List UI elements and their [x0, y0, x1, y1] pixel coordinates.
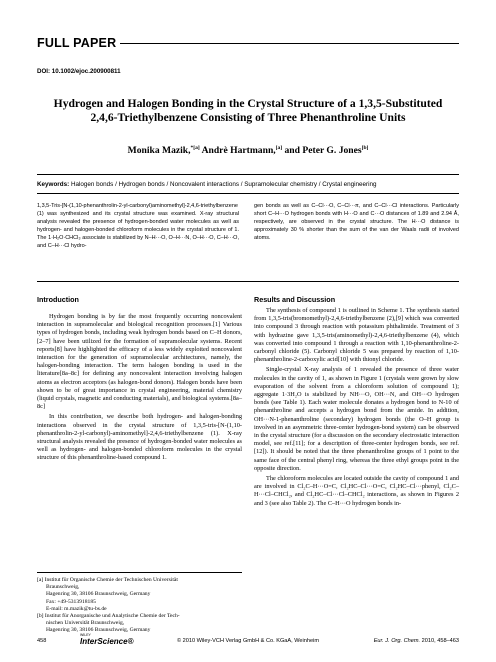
introduction-paragraph-1: Hydrogen bonding is by far the most frequently occurring noncovalent interaction in supramolecular and biological recognition processes.[1] Various types of hydrogen bonds, including weak hydrogen bonds based on C–H donors,[2–7] have been utilized for the formation of supramolecular systems. Recent reports[8] have highlighted the efficacy of a less widely exploited noncovalent interaction for the generation of supramolecular architectures, namely, the halogen-bonding interaction. The term halogen bonding is used in the literature[8a–8c] for defining any noncovalent interaction involving halogen atoms as electron acceptors (as halogen-bond donors). Halogen bonds have been shown to be of great importance in crystal engineering, material chemistry (liquid crystals, magnetic and conducting materials), and biological systems.[8a–8c] — [37, 313, 242, 411]
introduction-paragraph-2: In this contribution, we describe both hydrogen- and halogen-bonding interactions observed in the crystal structure of 1,3,5-tris-[N-(1,10-phenanthrolin-2-yl-carbonyl)-aminomethyl]-2,4,6-triethylbenzene (1). X-ray structural analysis revealed the presence of hydrogen-bonded water molecules as well as hydrogen- and halogen-bonded chloroform molecules in the crystal structure of this phenanthroline-based compound 1. — [37, 413, 242, 462]
title-line-2: 2,4,6-Triethylbenzene Consisting of Three Phenanthroline Units — [90, 111, 406, 124]
author-1: Monika Mazik, — [127, 145, 191, 157]
results-paragraph-3: The chloroform molecules are located outside the cavity of compound 1 and are involved in Cl₂C–H···O=C, Cl₂HC–Cl···O=C, Cl₂HC–Cl···phenyl, Cl₂C–H···Cl–CHCl₂, and Cl₂HC–Cl···Cl–CHCl₂ interactions, as shown in Figures 2 and 3 (see also Table 2). The C–H···O hydrogen bonds in- — [254, 475, 459, 507]
journal-volume-pages: 2010, 458–463 — [420, 638, 459, 644]
logo-wiley-text: WILEY — [80, 633, 91, 637]
doi: DOI: 10.1002/ejoc.200900811 — [37, 68, 121, 75]
results-paragraph-2: Single-crystal X-ray analysis of 1 revealed the presence of three water molecules in the cavity of 1, as shown in Figure 1 (crystals were grown by slow evaporation of the solvent from a chloroform solution of compound 1); aggregate 1·3H₂O is stabilized by NH···O, OH···N, and OH···O hydrogen bonds (see Table 1). Each water molecule donates a hydrogen bond to N-10 of phenanthroline and accepts a hydrogen bond from the amide. In addition, OH···N-1-phenanthroline (secondary) hydrogen bonds (the O–H group is involved in an asymmetric three-center hydrogen-bond system) can be observed in the crystal structure (for a discussion on the secondary electrostatic interaction model, see ref.[11]; for a description of three-center hydrogen bonds, see ref.[12]). It should be noted that the three phenanthroline groups of 1 point to the same face of the central phenyl ring, whereas the three ethyl groups point in the opposite direction. — [254, 366, 459, 472]
affiliation-b: [b] Institut für Anorganische und Analytische Chemie der Tech- — [37, 613, 180, 620]
title-line-1: Hydrogen and Halogen Bonding in the Crystal Structure of a 1,3,5-Substituted — [53, 97, 443, 110]
keywords — [37, 181, 459, 188]
journal-name: Eur. J. Org. Chem. — [373, 638, 421, 644]
author-3: and Peter G. Jones — [282, 145, 362, 157]
abstract-bottom-rule — [37, 281, 459, 282]
affiliation-a-email: E-mail: m.mazik@tu-bs.de — [46, 605, 107, 612]
introduction-body — [37, 313, 242, 463]
affiliation-rule — [37, 572, 242, 573]
header-label: FULL PAPER — [37, 36, 117, 50]
authors — [37, 145, 459, 156]
author-2-affil: [a] — [275, 145, 283, 151]
author-2: Andrè Hartmann, — [199, 145, 276, 157]
author-3-affil: [b] — [361, 145, 369, 151]
results-body — [254, 307, 459, 508]
header-rule — [120, 43, 459, 44]
affiliation-a-line: Hagenring 30, 38106 Braunschweig, Germany — [46, 591, 151, 598]
results-heading: Results and Discussion — [254, 295, 336, 304]
affiliation-a-line: Braunschweig, — [46, 584, 80, 591]
affiliation-b-line: nischen Universität Braunschweig, — [46, 620, 125, 627]
abstract-right: gen bonds as well as C–Cl···O, C–Cl···π, and C–Cl···Cl interactions. Particularly short C–H···O hydrogen bonds with H···O and C···O distances of 1.89 and 2.94 Å, respectively, are observed in the crystal structure. The H···O distance is approximately 30 % shorter than the sum of the van der Waals radii of involved atoms. — [254, 203, 459, 241]
keywords-bottom-rule — [37, 193, 459, 194]
author-1-affil: *[a] — [190, 145, 200, 151]
results-paragraph-1: The synthesis of compound 1 is outlined in Scheme 1. The synthesis started from 1,3,5-tris(bromomethyl)-2,4,6-triethylbenzene (2),[9] which was converted into compound 3 through reaction with potassium phthalimide. Treatment of 3 with hydrazine gave 1,3,5-tris(aminomethyl)-2,4,6-triethylbenzene (4), which was converted into compound 1 through a reaction with 1,10-phenanthroline-2-carbonyl chloride (5). Carbonyl chloride 5 was prepared by reaction of 1,10-phenanthroline-2-carboxylic acid[10] with thionyl chloride. — [254, 307, 459, 364]
keywords-top-rule — [37, 174, 459, 175]
affiliation-a: [a] Institut für Organische Chemie der Technischen Universität — [37, 577, 178, 583]
keywords-label: Keywords: — [37, 181, 70, 188]
interscience-logo — [80, 633, 133, 646]
paper-title — [50, 97, 446, 125]
copyright: © 2010 Wiley-VCH Verlag GmbH & Co. KGaA, Weinheim — [176, 638, 320, 644]
journal-citation — [374, 638, 459, 644]
affiliation-a-fax: Fax: +49-5313918185 — [46, 598, 96, 605]
affiliation-b-line: Hagenring 30, 38106 Braunschweig, Germany — [46, 627, 151, 634]
introduction-heading: Introduction — [37, 295, 79, 304]
keywords-text: Halogen bonds / Hydrogen bonds / Noncovalent interactions / Supramolecular chemistry / Crystal engineering — [70, 181, 377, 188]
logo-interscience-text: InterScience® — [80, 637, 134, 646]
abstract-left: 1,3,5-Tris-[N-(1,10-phenanthrolin-2-yl-carbonyl)aminomethyl]-2,4,6-triethylbenzene (1) was synthesized and its crystal structure was examined. X-ray structural analysis revealed the presence of hydrogen-bonded water molecules as well as hydrogen- and halogen-bonded chloroform molecules in the crystal structure of 1. The 1·H₂O·CHCl₃ associate is stabilized by N–H···O, O–H···N, O–H···O, C–H···O, and C–H···Cl hydro- — [37, 203, 239, 249]
affiliations — [37, 577, 242, 635]
page-number: 458 — [37, 638, 47, 644]
